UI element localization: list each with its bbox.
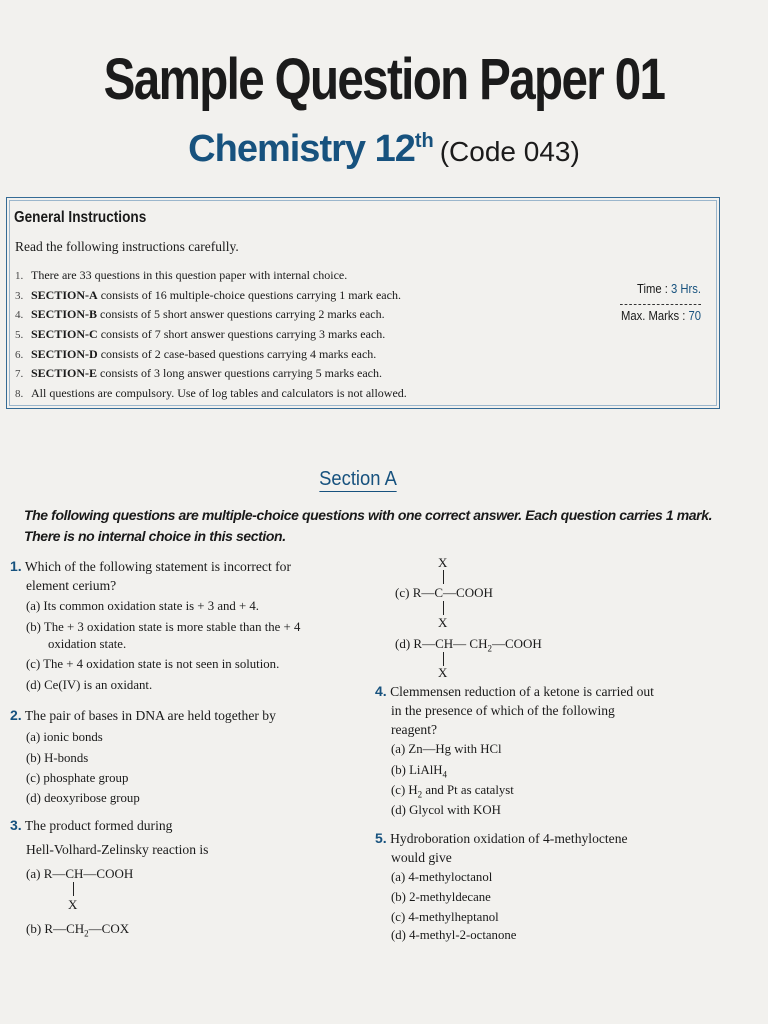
- instructions-list: [15, 266, 407, 404]
- subject-name: Chemistry 12: [188, 128, 415, 170]
- instructions-intro: Read the following instructions carefully.: [15, 239, 239, 254]
- question-text: Hydroboration oxidation of 4-methyloctene: [390, 831, 628, 846]
- option-c: (c) R—C—COOH: [395, 585, 493, 600]
- question-1: [10, 557, 360, 576]
- bond-line: [443, 601, 444, 615]
- bond-line: [73, 882, 74, 896]
- dashed-divider: [620, 304, 701, 305]
- bond-line: [443, 570, 444, 584]
- option-d: (d) Ce(IV) is an oxidant.: [26, 678, 153, 692]
- instruction-item: 1. There are 33 questions in this question paper with internal choice.: [15, 268, 348, 282]
- option-d: (d) deoxyribose group: [26, 791, 140, 805]
- substituent-x: X: [438, 615, 448, 630]
- instruction-item: 5. SECTION-C consists of 7 short answer questions carrying 3 marks each.: [15, 327, 386, 342]
- option-a: (a) ionic bonds: [26, 730, 103, 744]
- bond-line: [443, 652, 444, 666]
- option-d: (d) R—CH— $CH_2—COOH$: [395, 636, 542, 654]
- question-4: [375, 682, 725, 701]
- option-b-continued: oxidation state.: [48, 637, 127, 651]
- question-text-continued: reagent?: [391, 722, 438, 737]
- question-text: The pair of bases in DNA are held together by: [24, 708, 276, 723]
- option-c: (c) $H_2$ and Pt as catalyst: [391, 783, 514, 800]
- instruction-item: 4. SECTION-B consists of 5 short answer questions carrying 2 marks each.: [15, 307, 385, 322]
- substituent-x: X: [438, 665, 448, 680]
- question-text-continued: in the presence of which of the following: [391, 703, 615, 718]
- question-2: [10, 706, 360, 725]
- option-a: (a) 4-methyloctanol: [391, 870, 493, 884]
- question-3: [10, 816, 360, 835]
- paper-title: Sample Question Paper 01: [103, 47, 665, 112]
- chem-formula: R—C—COOH: [412, 585, 493, 600]
- instructions-heading: General Instructions: [14, 209, 147, 226]
- question-text: Clemmensen reduction of a ketone is carried out: [390, 684, 654, 699]
- option-a: (a) R—CH—COOH: [26, 866, 134, 881]
- option-b: (b) H-bonds: [26, 751, 89, 765]
- question-text: The product formed during: [24, 818, 173, 833]
- subject-grade-sup: th: [414, 130, 434, 152]
- subject-code: (Code 043): [439, 136, 580, 167]
- instruction-item: 7. SECTION-E consists of 3 long answer questions carrying 5 marks each.: [15, 366, 382, 381]
- section-note: The following questions are multiple-choice questions with one correct answer. Each question carries 1 mark. There is no internal choice in this section.: [24, 507, 713, 544]
- time-allowed: Time : 3 Hrs.: [637, 282, 701, 296]
- question-number: 4.: [375, 683, 387, 699]
- time-marks-block: [620, 282, 701, 329]
- chem-formula: R—CH—COOH: [43, 866, 134, 881]
- option-b: (b) LiAlH$_4$: [391, 763, 448, 780]
- option-c: (c) phosphate group: [26, 771, 129, 785]
- option-c: (c) The + 4 oxidation state is not seen in solution.: [26, 657, 280, 671]
- option-b: (b) The + 3 oxidation state is more stable than the + 4: [26, 620, 301, 634]
- general-instructions-box: [6, 197, 720, 409]
- instruction-item: 6. SECTION-D consists of 2 case-based questions carrying 4 marks each.: [15, 346, 377, 361]
- question-text: Which of the following statement is incorrect for: [24, 559, 291, 574]
- question-number: 2.: [10, 707, 22, 723]
- option-c: (c) 4-methylheptanol: [391, 910, 499, 924]
- option-d: (d) Glycol with KOH: [391, 803, 501, 817]
- option-a: (a) Its common oxidation state is + 3 and + 4.: [26, 599, 260, 613]
- question-number: 1.: [10, 558, 22, 574]
- instruction-item: 3. SECTION-A consists of 16 multiple-choice questions carrying 1 mark each.: [15, 287, 401, 302]
- option-d: (d) 4-methyl-2-octanone: [391, 928, 517, 942]
- question-number: 3.: [10, 817, 22, 833]
- substituent-x: X: [438, 555, 448, 570]
- max-marks: Max. Marks : 70: [620, 309, 701, 323]
- question-5: [375, 829, 725, 848]
- option-b: (b) $R—CH_2—COX$: [26, 921, 130, 939]
- question-text-continued: element cerium?: [26, 578, 117, 593]
- question-text-continued: would give: [391, 850, 452, 865]
- option-a: (a) Zn—Hg with HCl: [391, 742, 502, 756]
- section-title: Section A: [319, 468, 397, 490]
- instruction-item: 8. All questions are compulsory. Use of log tables and calculators is not allowed.: [15, 386, 407, 401]
- substituent-x: X: [68, 897, 78, 912]
- question-text-continued: Hell-Volhard-Zelinsky reaction is: [26, 842, 209, 857]
- subject-title: [0, 128, 768, 171]
- option-b: (b) 2-methyldecane: [391, 890, 491, 904]
- question-number: 5.: [375, 830, 387, 846]
